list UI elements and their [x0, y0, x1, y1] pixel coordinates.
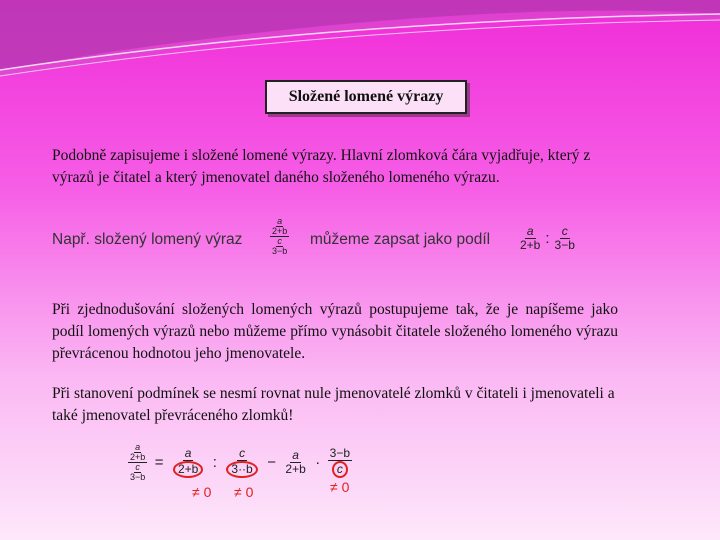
bottom-formula: $\frac{\frac{a}{2+b}}{\frac{c}{3-b}}$ = $\frac{a}{2+b}$ : $\frac{c}{3\cdot\cdot b}$ − $\frac{a}{2+b}$ · $\frac{3-b}{c}$ — [130, 442, 351, 482]
bottom-fraction-2: $\frac{c}{3\cdot\cdot b}$ — [224, 447, 259, 478]
condition-circle-1: 2+b — [173, 461, 203, 478]
simplification-paragraph: Při zjednodušování složených lomených výrazů postupujeme tak, že je napíšeme jako podíl lomených výrazů nebo můžeme přímo vynásobit čitatele složeného lomeného výrazu převrácenou hodnotou jeho jmenovatele. — [52, 301, 618, 362]
condition-circle-2: 3··b — [226, 461, 257, 478]
compound-fraction-main: $\frac{\frac{a}{2+b}}{\frac{c}{3-b}}$ — [272, 216, 288, 256]
bottom-fraction-4: $\frac{3-b}{c}$ — [329, 446, 351, 476]
neq-zero-2: ≠ 0 — [234, 484, 254, 500]
compound-fraction — [270, 217, 289, 256]
fraction-a-over-2b: $\frac{a}{2+b}$ — [520, 224, 541, 252]
header-decoration — [0, 0, 720, 90]
bottom-fraction-3: $\frac{a}{2+b}$ — [285, 448, 306, 476]
bottom-fraction-1: $\frac{a}{2+b}$ — [171, 447, 205, 478]
example-text-before: Např. složený lomený výraz — [52, 231, 243, 248]
example-row — [52, 217, 612, 267]
intro-paragraph: Podobně zapisujeme i složené lomené výrazy. Hlavní zlomková čára vyjadřuje, který z výrazů je čitatel a který jmenovatel daného složeného lomeného výrazu. — [52, 147, 591, 186]
page-title: Složené lomené výrazy — [265, 80, 467, 114]
neq-zero-1: ≠ 0 — [192, 484, 212, 500]
conditions-paragraph: Při stanovení podmínek se nesmí rovnat nule jmenovatelé zlomků v čitateli i jmenovateli a také jmenovatel převráceného zlomků! — [52, 385, 615, 424]
condition-circle-3: c — [332, 461, 348, 478]
fraction-c-over-3b: $\frac{c}{3-b}$ — [554, 224, 575, 252]
bottom-compound-fraction: $\frac{\frac{a}{2+b}}{\frac{c}{3-b}}$ — [130, 442, 146, 482]
quotient-expression: $\frac{a}{2+b}$ : $\frac{c}{3-b}$ — [520, 224, 575, 252]
example-text-middle: můžeme zapsat jako podíl — [310, 231, 491, 248]
neq-zero-3: ≠ 0 — [330, 479, 350, 495]
